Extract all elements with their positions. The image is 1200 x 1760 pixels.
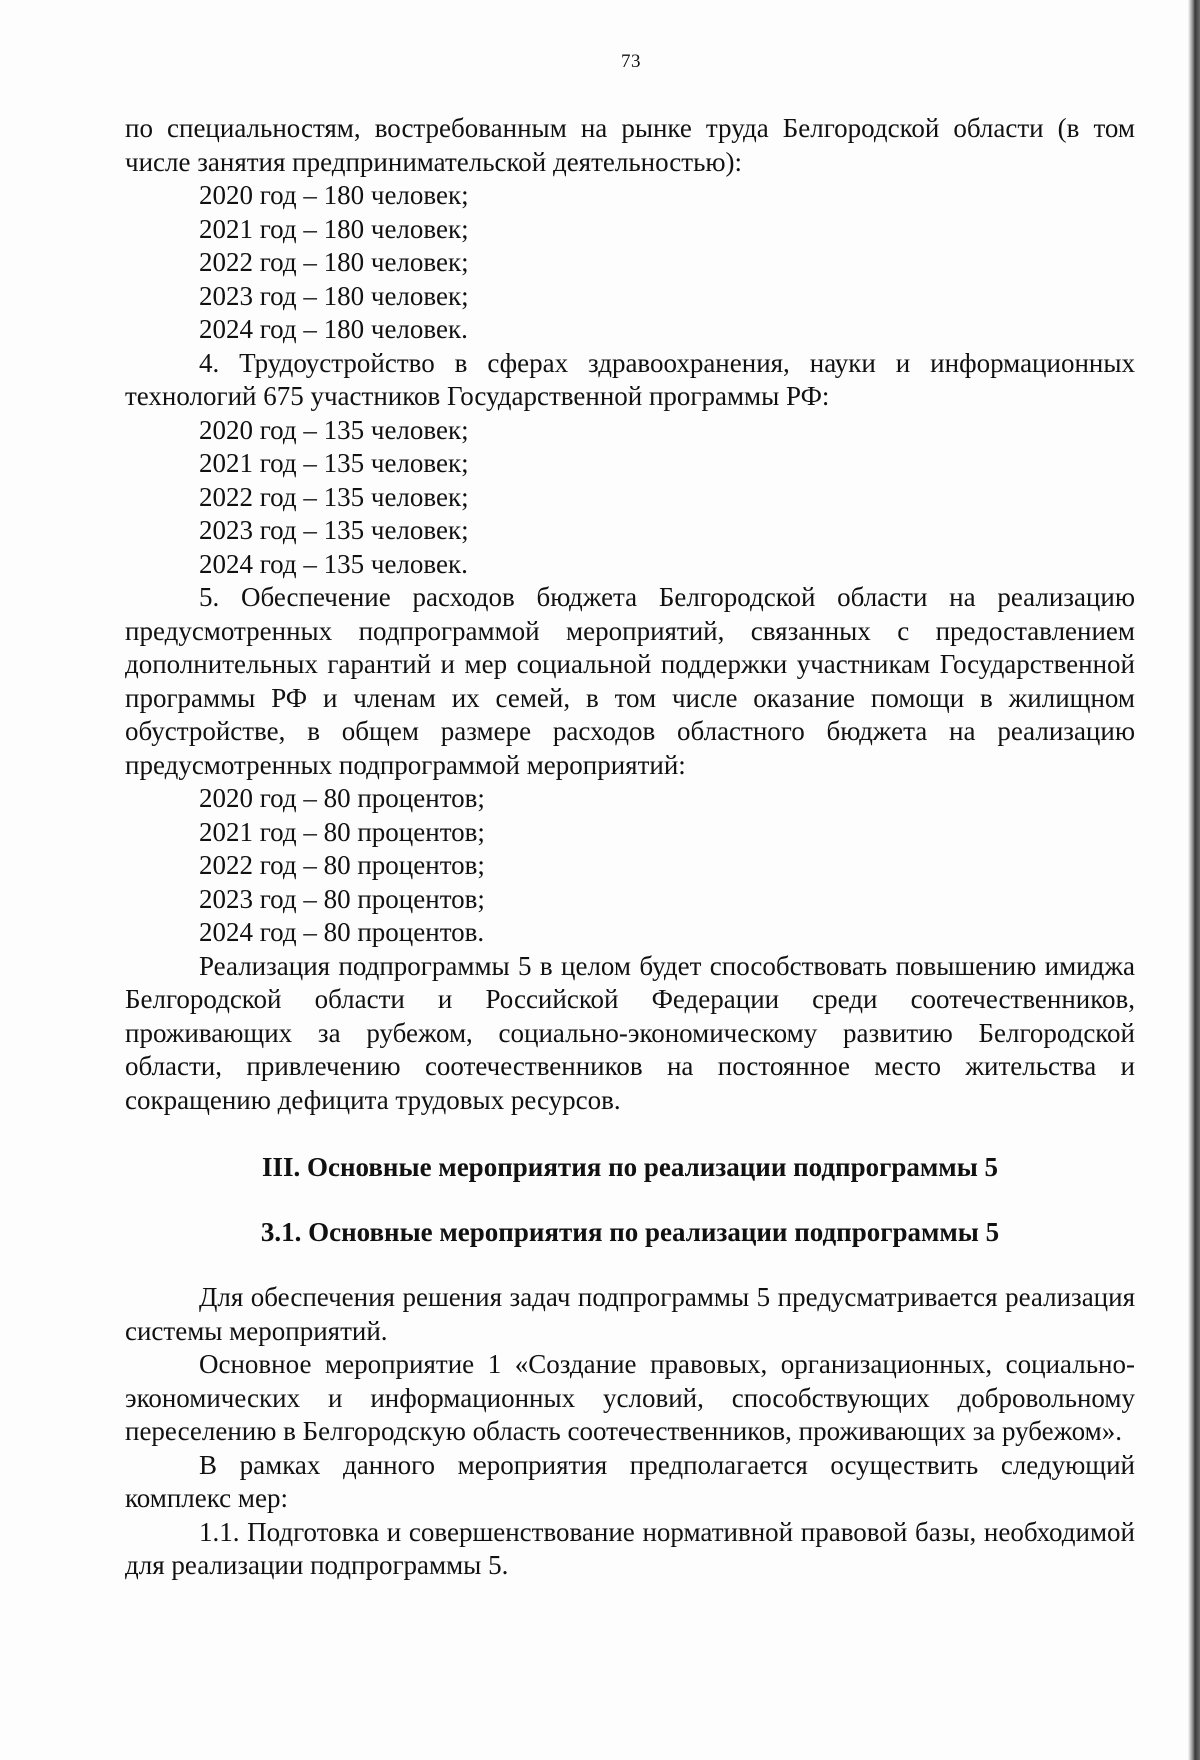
list-item: 2024 год – 80 процентов. [199,917,485,947]
document-body [125,112,1135,1583]
item-4-paragraph: 4. Трудоустройство в сферах здравоохранения, науки и информационных технологий 675 участников Государственной программы РФ: [125,347,1135,411]
list-percent-by-year [125,782,1135,950]
intro-paragraph: по специальностям, востребованным на рынке труда Белгородской области (в том числе занятия предпринимательской деятельностью): [125,113,1135,177]
list-item: 2022 год – 180 человек; [199,247,469,277]
list-item: 2021 год – 135 человек; [199,448,469,478]
item-5-paragraph: 5. Обеспечение расходов бюджета Белгородской области на реализацию предусмотренных подпрограммой мероприятий, связанных с предоставлением дополнительных гарантий и мер социальной поддержки участникам Государственной программы РФ и членам их семей, в том числе оказание помощи в жилищном обустройстве, в общем размере расходов областного бюджета на реализацию предусмотренных подпрограммой мероприятий: [125,582,1135,780]
list-item: 2022 год – 80 процентов; [199,850,485,880]
list-item: 2024 год – 180 человек. [199,314,468,344]
list-item: 2021 год – 180 человек; [199,213,469,244]
summary-paragraph: Реализация подпрограммы 5 в целом будет способствовать повышению имиджа Белгородской области и Российской Федерации среди соотечественников, проживающих за рубежом, социально-экономическому развитию Белгородской области, привлечению соотечественников на постоянное место жительства и сокращению дефицита трудовых ресурсов. [125,950,1135,1115]
list-item: 2020 год – 80 процентов; [199,783,485,813]
subsection-heading: 3.1. Основные мероприятия по реализации подпрограммы 5 [260,1216,1000,1247]
list-item: 2022 год – 135 человек; [199,481,469,512]
list-item: 2023 год – 180 человек; [199,280,469,311]
list-employment-by-year [125,414,1135,582]
measures-paragraph: В рамках данного мероприятия предполагается осуществить следующий комплекс мер: [125,1449,1135,1513]
main-event-paragraph: Основное мероприятие 1 «Создание правовых, организационных, социально-экономических и информационных условий, способствующих добровольному переселению в Белгородскую область соотечественников, проживающих за рубежом». [125,1349,1135,1446]
list-item: 2020 год – 135 человек; [199,414,469,445]
list-item: 2023 год – 135 человек; [199,515,469,545]
tasks-paragraph: Для обеспечения решения задач подпрограммы 5 предусматривается реализация системы мероприятий. [125,1282,1135,1346]
page-number: 73 [621,51,641,72]
list-item: 2023 год – 80 процентов; [199,883,485,914]
list-item: 2020 год – 180 человек; [199,180,469,210]
measure-1-1-paragraph: 1.1. Подготовка и совершенствование нормативной правовой базы, необходимой для реализации подпрограммы 5. [125,1516,1135,1580]
section-heading: III. Основные мероприятия по реализации подпрограммы 5 [261,1152,999,1182]
list-item: 2024 год – 135 человек. [199,548,468,579]
scan-edge [1188,0,1200,1760]
list-graduates-by-year [125,179,1135,347]
list-item: 2021 год – 80 процентов; [199,816,485,847]
